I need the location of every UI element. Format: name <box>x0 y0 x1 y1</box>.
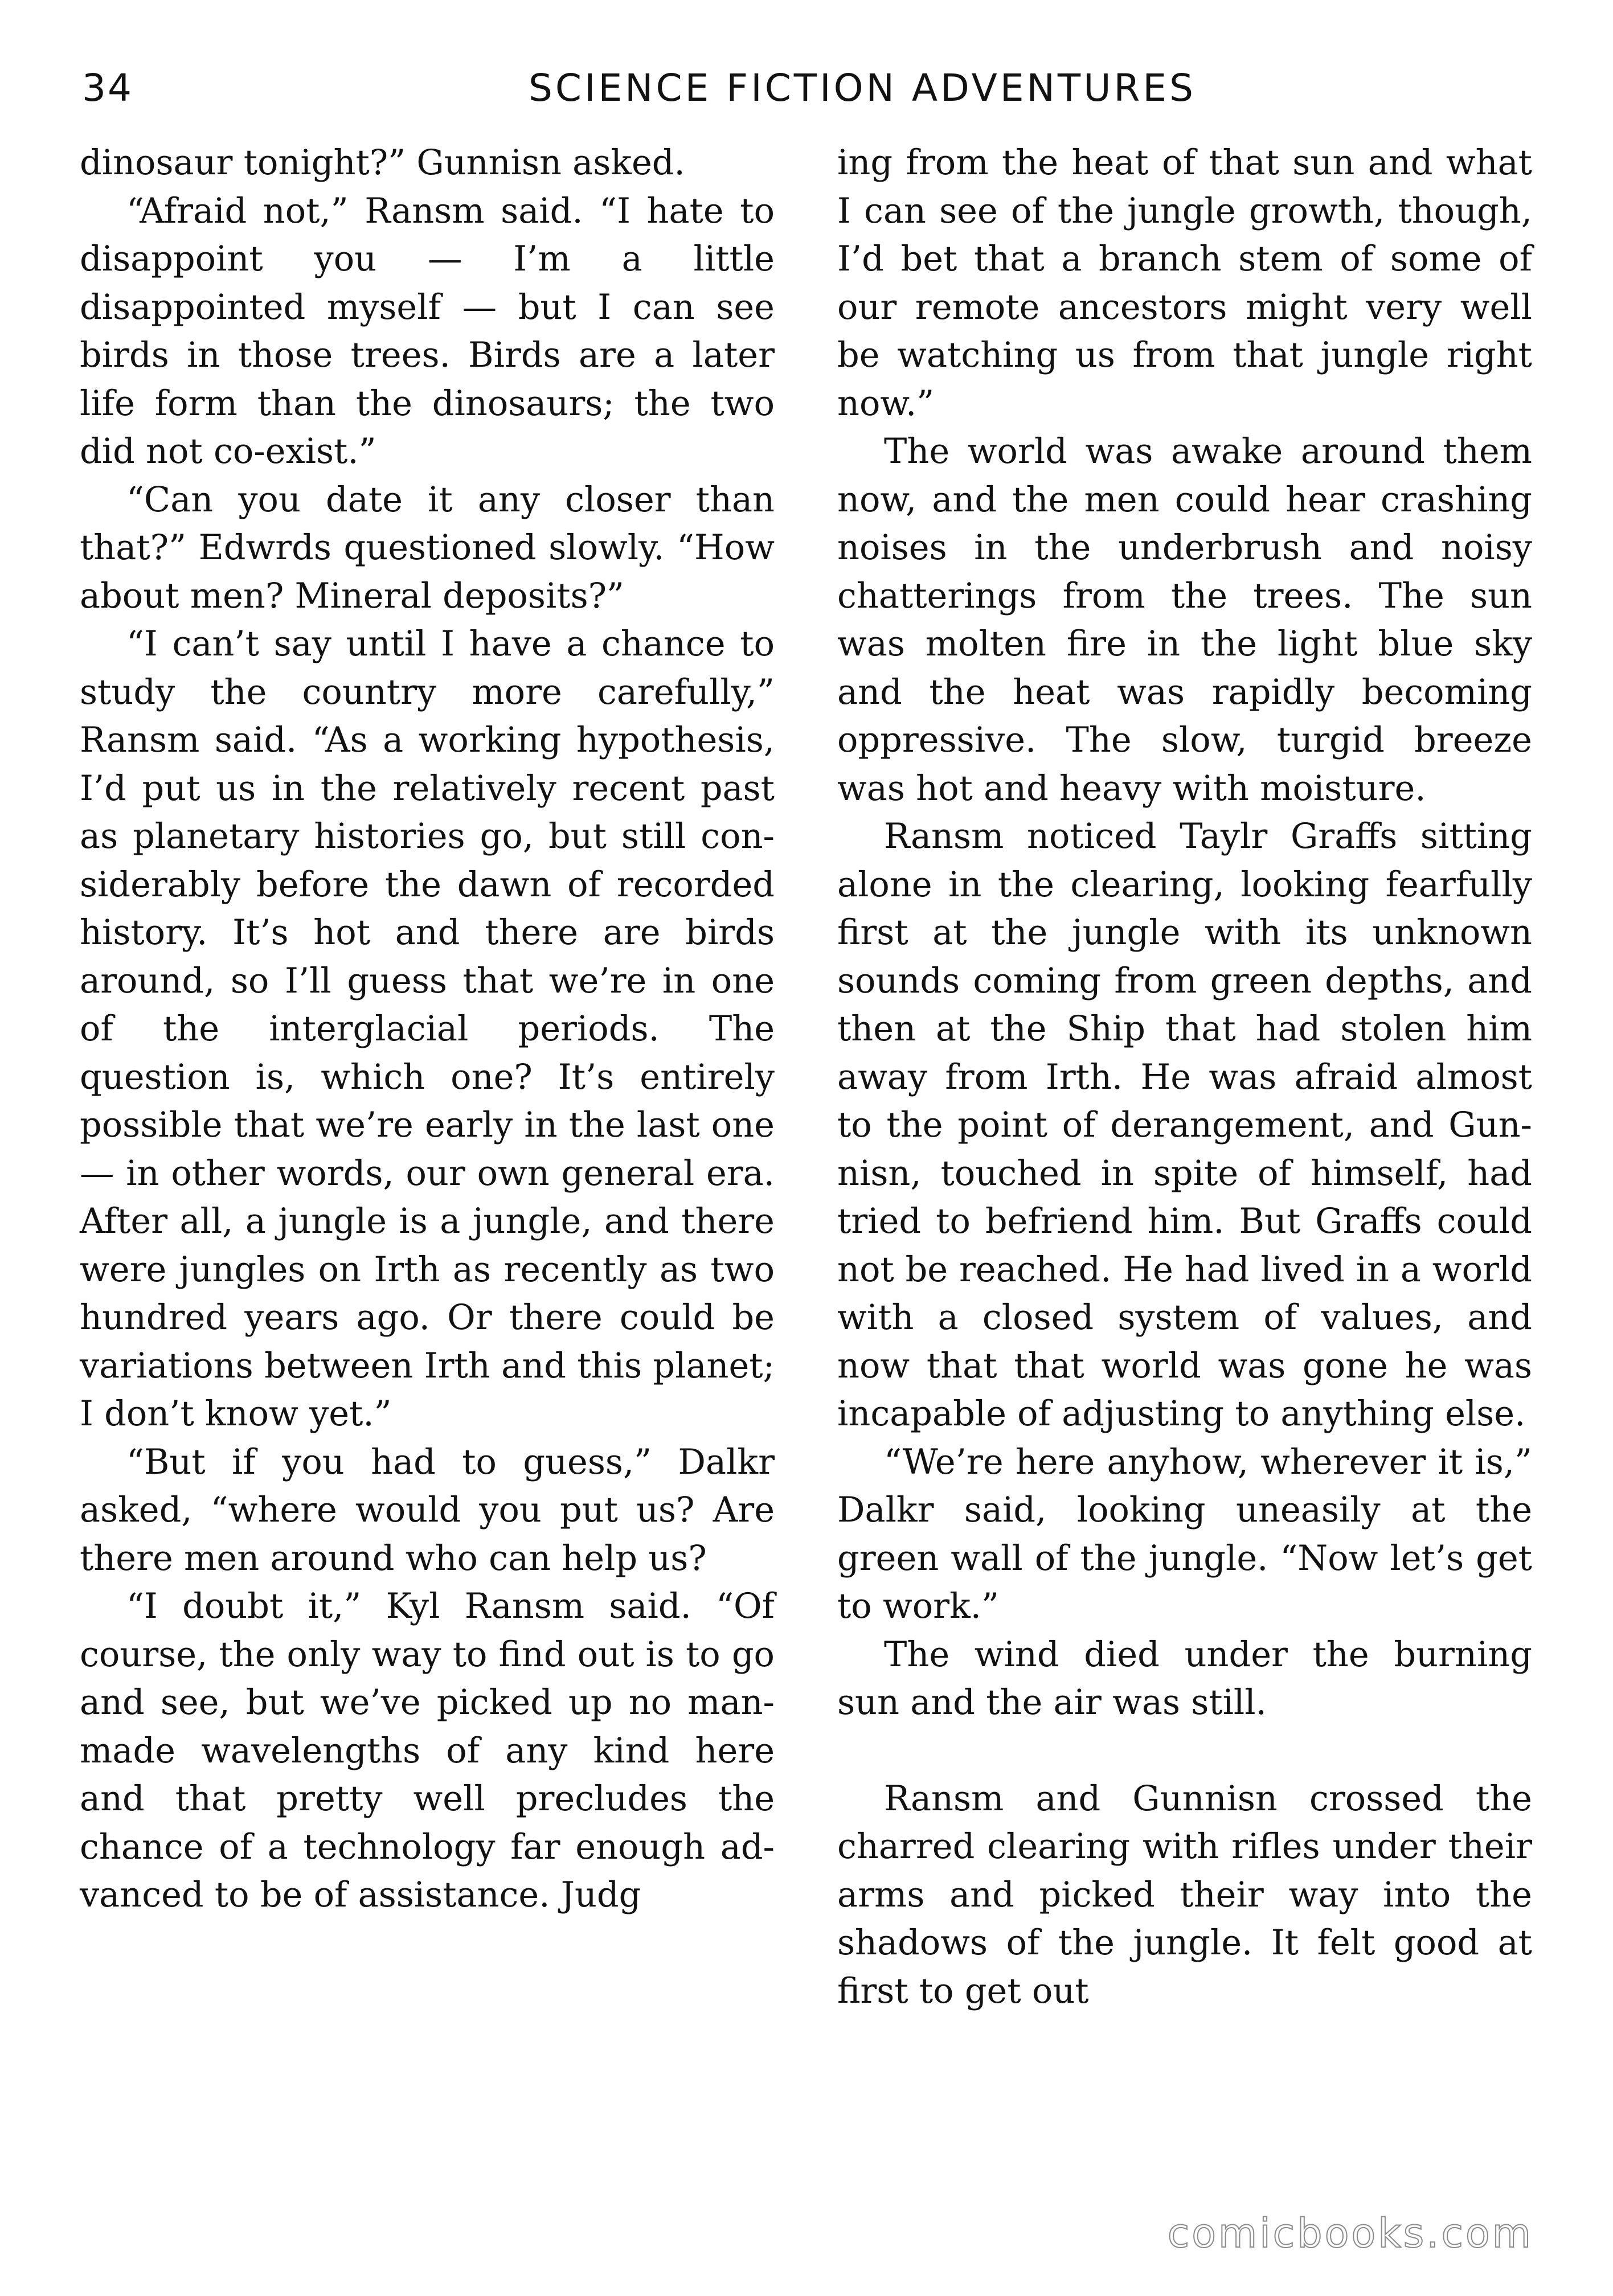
paragraph: “I can’t say until I have a chance to study the country more carefully,” Ransm said. “As a working hypothesis, I’d put us in the relatively recent past as planetary histories go, but still considerably before the dawn of recorded history. It’s hot and there are birds around, so I’ll guess that we’re in one of the interglacial periods. The question is, which one? It’s entirely possible that we’re early in the last one — in other words, our own general era. After all, a jungle is a jungle, and there were jungles on Irth as recently as two hundred years ago. Or there could be variations between Irth and this planet; I don’t know yet.” <box>80 624 775 1434</box>
paragraph: The wind died under the burning sun and the air was still. <box>837 1634 1532 1723</box>
left-column <box>80 139 775 1920</box>
page-number: 34 <box>82 66 133 110</box>
paragraph: “Can you date it any closer than that?” Edwrds questioned slowly. “How about men? Mineral deposits?” <box>80 479 775 616</box>
paragraph: ing from the heat of that sun and what I can see of the jungle growth, though, I’d bet that a branch stem of some of our remote ancestors might very well be watching us from that jungle right now.” <box>837 143 1532 424</box>
paragraph: “I doubt it,” Kyl Ransm said. “Of course, the only way to find out is to go and see, but we’ve picked up no man-made wavelengths of any kind here and that pretty well precludes the chance of a technology far enough advanced to be of assistance. Judg <box>80 1586 775 1915</box>
watermark: comicbooks.com <box>1167 2210 1533 2257</box>
paragraph: The world was awake around them now, and the men could hear crashing noises in the underbrush and noisy chatterings from the trees. The sun was molten fire in the light blue sky and the heat was rapidly becoming oppressive. The slow, turgid breeze was hot and heavy with moisture. <box>837 432 1532 809</box>
paragraph: “We’re here anyhow, wherever it is,” Dalkr said, looking uneasily at the green wall of the jungle. “Now let’s get to work.” <box>837 1442 1532 1626</box>
paragraph: Ransm and Gunnisn crossed the charred clearing with rifles under their arms and picked their way into the shadows of the jungle. It felt good at first to get out <box>837 1778 1532 2011</box>
running-title: SCIENCE FICTION ADVENTURES <box>529 66 1196 110</box>
page-header <box>82 63 1540 125</box>
section-break <box>837 1727 1532 1775</box>
right-column <box>837 139 1532 2015</box>
paragraph: Ransm noticed Taylr Graffs sitting alone in the clearing, looking fearfully first at the jungle with its unknown sounds coming from green depths, and then at the Ship that had stolen him away from Irth. He was afraid almost to the point of derangement, and Gunnisn, touched in spite of himself, had tried to befriend him. But Graffs could not be reached. He had lived in a world with a closed system of values, and now that that world was gone he was incapable of adjusting to anything else. <box>837 817 1532 1434</box>
paragraph: dinosaur tonight?” Gunnisn asked. <box>80 143 685 183</box>
paragraph: “Afraid not,” Ransm said. “I hate to disappoint you — I’m a little disappointed myself — but I can see birds in those trees. Birds are a later life form than the dinosaurs; the two did not co-exist.” <box>80 191 775 472</box>
paragraph: “But if you had to guess,” Dalkr asked, “where would you put us? Are there men around who can help us? <box>80 1442 775 1578</box>
